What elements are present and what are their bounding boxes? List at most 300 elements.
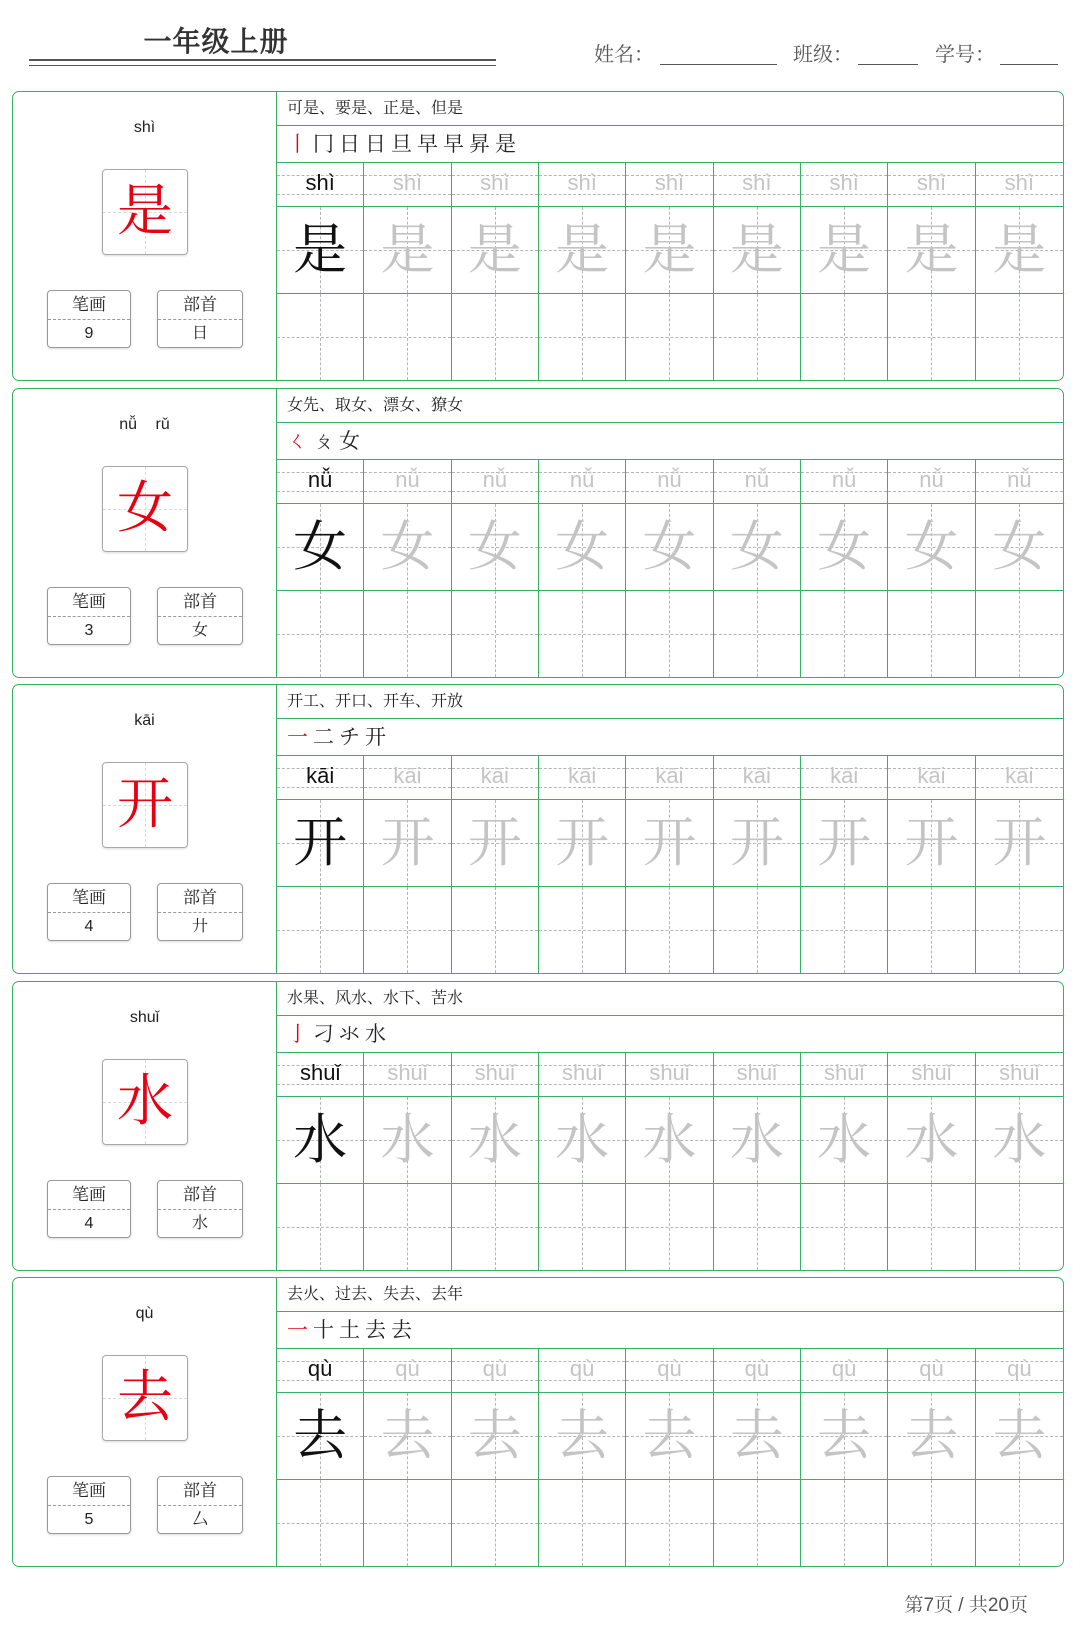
pinyin-trace-text: nǚ [395, 467, 420, 492]
pinyin-model-text: nǚ [307, 467, 333, 492]
grid-guide-line [495, 1184, 496, 1270]
character-trace-text: 去 [467, 1404, 522, 1467]
stroke-order-step: 昇 [469, 132, 490, 156]
grid-guide-line [1019, 294, 1020, 380]
character-trace-text: 开 [817, 811, 872, 874]
grid-guide-line [931, 591, 932, 677]
character-trace-text: 水 [817, 1108, 872, 1171]
example-words: 开工、开口、开车、开放 [277, 685, 1063, 719]
character-trace-text: 水 [729, 1108, 784, 1171]
character-trace-text: 是 [467, 218, 522, 281]
example-words: 水果、风水、水下、苦水 [277, 982, 1063, 1016]
grid-guide-line [495, 1480, 496, 1566]
pinyin-trace-text: shuǐ [736, 1060, 777, 1085]
blank-writing-cell [801, 1480, 888, 1566]
stroke-order-row [277, 719, 1063, 756]
character-trace-text: 去 [729, 1404, 784, 1467]
character-model-cell [277, 504, 364, 590]
character-card [12, 91, 1064, 381]
radical-box [157, 587, 243, 645]
character-trace-cell [801, 504, 888, 590]
stroke-order-step: 十 [313, 1318, 334, 1342]
blank-writing-cell [714, 1184, 801, 1270]
character-trace-text: 女 [555, 515, 610, 578]
character-trace-text: 是 [642, 218, 697, 281]
stroke-count-box [47, 1180, 131, 1238]
character-trace-cell [626, 207, 713, 293]
pinyin-trace-text: shì [392, 170, 423, 195]
character-trace-text: 开 [380, 811, 435, 874]
blank-writing-cell [714, 887, 801, 973]
pinyin-trace-cell [888, 1053, 975, 1096]
stroke-count-box [47, 587, 131, 645]
character-trace-cell [452, 800, 539, 886]
pinyin-practice-row [277, 1053, 1063, 1097]
blank-writing-cell [976, 591, 1063, 677]
character-trace-text: 去 [992, 1404, 1047, 1467]
grid-guide-line [1019, 887, 1020, 973]
radical-box [157, 290, 243, 348]
blank-writing-cell [452, 294, 539, 380]
blank-writing-cell [714, 1480, 801, 1566]
pinyin-trace-cell [976, 1053, 1063, 1096]
stroke-order-step: 水 [365, 1022, 386, 1046]
character-practice-row [277, 1097, 1063, 1184]
character-trace-cell [539, 207, 626, 293]
pinyin-model-text: shuǐ [299, 1060, 341, 1085]
grid-guide-line [582, 1184, 583, 1270]
character-card [12, 981, 1064, 1271]
title-double-rule [29, 59, 496, 66]
grid-guide-line [407, 1480, 408, 1566]
radical-value: 日 [191, 325, 208, 342]
character-info-panel [13, 1278, 277, 1566]
stroke-order-step: 开 [365, 725, 386, 749]
pinyin-trace-cell [801, 1349, 888, 1392]
pinyin-trace-text: shì [829, 170, 859, 195]
blank-writing-cell [714, 591, 801, 677]
character-model-cell [277, 1097, 364, 1183]
stroke-count-value: 4 [84, 918, 94, 935]
student-id-blank-line [1000, 64, 1058, 65]
stroke-order-step: ㄆ [313, 429, 334, 453]
grid-guide-line [844, 1184, 845, 1270]
pinyin-trace-cell [626, 756, 713, 799]
grid-guide-line [1019, 1480, 1020, 1566]
character-trace-text: 开 [642, 811, 697, 874]
character-trace-cell [714, 800, 801, 886]
blank-writing-cell [364, 294, 451, 380]
pinyin-trace-cell [888, 1349, 975, 1392]
practice-grid [277, 389, 1063, 677]
pinyin-model-cell [277, 756, 364, 799]
character-trace-cell [888, 207, 975, 293]
character-pinyin: qù [135, 1305, 154, 1322]
pinyin-trace-text: shuǐ [999, 1060, 1040, 1085]
character-model-cell [277, 207, 364, 293]
blank-writing-cell [539, 887, 626, 973]
character-model-cell [277, 1393, 364, 1479]
blank-writing-row [277, 887, 1063, 973]
class-blank-line [858, 64, 918, 65]
stroke-count-box [47, 1476, 131, 1534]
radical-box [157, 1180, 243, 1238]
character-trace-cell [888, 800, 975, 886]
pinyin-trace-text: qù [744, 1356, 770, 1381]
character-trace-text: 是 [992, 218, 1047, 281]
featured-character-box [102, 1059, 188, 1145]
blank-writing-cell [626, 1480, 713, 1566]
grid-guide-line [757, 1184, 758, 1270]
radical-value: 厶 [191, 1511, 208, 1528]
featured-character-box [102, 169, 188, 255]
pinyin-trace-text: shì [480, 170, 510, 195]
character-trace-text: 开 [729, 811, 784, 874]
grid-guide-line [669, 1184, 670, 1270]
pinyin-trace-text: shì [654, 170, 685, 195]
grid-guide-line [844, 1480, 845, 1566]
example-words: 去火、过去、失去、去年 [277, 1278, 1063, 1312]
grid-guide-line [407, 1184, 408, 1270]
character-model-text: 开 [293, 811, 348, 874]
pinyin-trace-cell [714, 460, 801, 503]
pinyin-model-cell [277, 1349, 364, 1392]
character-trace-cell [539, 800, 626, 886]
grid-guide-line [1019, 1184, 1020, 1270]
pinyin-model-text: shì [305, 170, 335, 195]
character-pinyin: nǚ rǔ [119, 416, 170, 433]
radical-label: 部首 [158, 291, 242, 320]
pinyin-trace-cell [888, 756, 975, 799]
pinyin-trace-cell [364, 163, 451, 206]
blank-writing-cell [888, 591, 975, 677]
character-model-text: 是 [293, 218, 348, 281]
class-label: 班级： [793, 44, 853, 66]
pinyin-trace-text: kāi [568, 763, 597, 788]
stroke-order-row [277, 1312, 1063, 1349]
stroke-order-row [277, 423, 1063, 460]
stroke-order-step: 冂 [313, 132, 334, 156]
blank-writing-cell [539, 1480, 626, 1566]
grid-guide-line [320, 887, 321, 973]
character-trace-cell [364, 1393, 451, 1479]
pinyin-trace-text: nǚ [569, 467, 595, 492]
character-card [12, 684, 1064, 974]
radical-value: 廾 [191, 918, 208, 935]
blank-writing-row [277, 1480, 1063, 1566]
blank-writing-cell [364, 591, 451, 677]
grid-guide-line [582, 1480, 583, 1566]
blank-writing-cell [364, 1480, 451, 1566]
character-trace-cell [714, 1097, 801, 1183]
pinyin-trace-cell [626, 1349, 713, 1392]
character-trace-text: 开 [467, 811, 522, 874]
character-trace-cell [801, 1393, 888, 1479]
character-trace-cell [364, 207, 451, 293]
featured-character: 水 [117, 1069, 173, 1134]
character-info-panel [13, 92, 277, 380]
character-trace-cell [801, 800, 888, 886]
pinyin-trace-cell [626, 163, 713, 206]
pinyin-trace-cell [452, 1053, 539, 1096]
blank-writing-cell [452, 591, 539, 677]
grid-guide-line [844, 591, 845, 677]
stroke-order-step: 刁 [313, 1022, 334, 1046]
stroke-order-step: チ [339, 725, 360, 749]
blank-writing-cell [976, 1480, 1063, 1566]
grid-guide-line [757, 1480, 758, 1566]
character-trace-text: 女 [729, 515, 784, 578]
character-trace-text: 水 [467, 1108, 522, 1171]
grid-guide-line [407, 591, 408, 677]
character-pinyin: kāi [134, 712, 155, 729]
blank-writing-cell [626, 887, 713, 973]
blank-writing-cell [888, 887, 975, 973]
character-trace-text: 是 [904, 218, 959, 281]
radical-box [157, 883, 243, 941]
character-trace-cell [626, 1393, 713, 1479]
blank-writing-cell [976, 887, 1063, 973]
character-trace-cell [626, 504, 713, 590]
character-model-text: 水 [293, 1108, 348, 1171]
character-trace-cell [364, 1097, 451, 1183]
grid-guide-line [320, 1480, 321, 1566]
pinyin-trace-cell [364, 460, 451, 503]
stroke-order-step: 土 [339, 1318, 360, 1342]
character-model-text: 女 [293, 515, 348, 578]
character-trace-text: 去 [642, 1404, 697, 1467]
pinyin-trace-cell [626, 460, 713, 503]
featured-character: 是 [117, 179, 173, 244]
character-trace-text: 开 [904, 811, 959, 874]
pinyin-trace-text: shuǐ [823, 1060, 865, 1085]
pinyin-trace-cell [888, 460, 975, 503]
blank-writing-cell [452, 1480, 539, 1566]
blank-writing-cell [364, 887, 451, 973]
blank-writing-cell [801, 294, 888, 380]
stroke-order-row [277, 126, 1063, 163]
grid-guide-line [669, 294, 670, 380]
pinyin-trace-cell [976, 163, 1063, 206]
grid-guide-line [407, 294, 408, 380]
pinyin-trace-cell [539, 756, 626, 799]
stroke-count-value: 9 [84, 325, 94, 342]
example-words: 可是、要是、正是、但是 [277, 92, 1063, 126]
blank-writing-cell [277, 1184, 364, 1270]
character-trace-cell [888, 1097, 975, 1183]
stroke-order-step: 日 [365, 132, 386, 156]
pinyin-trace-cell [539, 163, 626, 206]
character-trace-text: 去 [817, 1404, 872, 1467]
stroke-order-step: 去 [365, 1318, 386, 1342]
pinyin-trace-text: nǚ [1007, 467, 1032, 492]
pinyin-practice-row [277, 1349, 1063, 1393]
practice-grid [277, 92, 1063, 380]
radical-box [157, 1476, 243, 1534]
character-trace-cell [888, 504, 975, 590]
pinyin-model-text: kāi [306, 763, 335, 788]
radical-value: 女 [191, 622, 208, 639]
pinyin-trace-cell [539, 460, 626, 503]
radical-label: 部首 [158, 588, 242, 617]
character-trace-text: 水 [555, 1108, 610, 1171]
character-trace-cell [714, 1393, 801, 1479]
pinyin-trace-text: shì [916, 170, 947, 195]
pinyin-trace-text: kāi [917, 763, 946, 788]
page-number: 第7页 / 共20页 [904, 1595, 1028, 1616]
character-trace-text: 开 [555, 811, 610, 874]
pinyin-trace-cell [888, 163, 975, 206]
character-trace-cell [452, 1097, 539, 1183]
grid-guide-line [495, 887, 496, 973]
character-card [12, 1277, 1064, 1567]
pinyin-model-text: qù [307, 1356, 333, 1381]
example-words: 女先、取女、漂女、獠女 [277, 389, 1063, 423]
pinyin-practice-row [277, 460, 1063, 504]
pinyin-trace-text: kāi [830, 763, 859, 788]
stroke-order-step: 是 [495, 132, 516, 156]
character-trace-text: 水 [380, 1108, 435, 1171]
character-trace-cell [539, 1097, 626, 1183]
stroke-count-label: 笔画 [48, 1477, 130, 1506]
pinyin-trace-text: nǚ [919, 467, 944, 492]
practice-grid [277, 982, 1063, 1270]
student-id-label: 学号： [935, 44, 995, 66]
pinyin-trace-text: kāi [393, 763, 422, 788]
character-trace-cell [888, 1393, 975, 1479]
stroke-order-step: 日 [339, 132, 360, 156]
blank-writing-cell [626, 294, 713, 380]
character-model-text: 去 [293, 1404, 348, 1467]
pinyin-trace-cell [714, 756, 801, 799]
grid-guide-line [669, 887, 670, 973]
blank-writing-cell [626, 591, 713, 677]
grid-guide-line [844, 887, 845, 973]
pinyin-model-cell [277, 163, 364, 206]
blank-writing-cell [539, 591, 626, 677]
character-trace-text: 水 [642, 1108, 697, 1171]
grid-guide-line [495, 294, 496, 380]
character-trace-text: 去 [904, 1404, 959, 1467]
character-trace-text: 女 [642, 515, 697, 578]
character-trace-cell [626, 800, 713, 886]
character-trace-text: 是 [817, 218, 872, 281]
stroke-order-step: 女 [339, 429, 360, 453]
stroke-order-row [277, 1016, 1063, 1053]
pinyin-trace-text: qù [657, 1356, 682, 1381]
character-practice-row [277, 1393, 1063, 1480]
character-trace-cell [452, 207, 539, 293]
blank-writing-cell [277, 294, 364, 380]
grid-guide-line [1019, 591, 1020, 677]
pinyin-trace-text: kāi [742, 763, 771, 788]
character-card [12, 388, 1064, 678]
grid-guide-line [320, 294, 321, 380]
character-trace-cell [976, 1393, 1063, 1479]
blank-writing-cell [452, 1184, 539, 1270]
blank-writing-cell [277, 591, 364, 677]
featured-character: 女 [117, 476, 173, 541]
pinyin-trace-text: nǚ [482, 467, 508, 492]
character-trace-cell [976, 207, 1063, 293]
blank-writing-cell [539, 1184, 626, 1270]
character-trace-cell [976, 1097, 1063, 1183]
character-trace-cell [364, 504, 451, 590]
pinyin-trace-text: kāi [655, 763, 684, 788]
character-info-panel [13, 389, 277, 677]
stroke-order-step: 旦 [391, 132, 412, 156]
character-practice-row [277, 800, 1063, 887]
character-trace-cell [976, 504, 1063, 590]
character-model-cell [277, 800, 364, 886]
stroke-order-step: 亅 [287, 1022, 308, 1046]
character-practice-row [277, 504, 1063, 591]
character-trace-cell [452, 504, 539, 590]
pinyin-practice-row [277, 163, 1063, 207]
grid-guide-line [582, 887, 583, 973]
stroke-order-step: 二 [313, 725, 334, 749]
blank-writing-cell [801, 1184, 888, 1270]
grid-guide-line [669, 1480, 670, 1566]
pinyin-trace-cell [539, 1349, 626, 1392]
character-trace-text: 女 [992, 515, 1047, 578]
pinyin-trace-cell [714, 163, 801, 206]
blank-writing-cell [801, 887, 888, 973]
stroke-count-label: 笔画 [48, 1181, 130, 1210]
stroke-count-label: 笔画 [48, 291, 130, 320]
grid-guide-line [931, 294, 932, 380]
blank-writing-cell [539, 294, 626, 380]
blank-writing-cell [801, 591, 888, 677]
character-trace-cell [539, 504, 626, 590]
blank-writing-cell [714, 294, 801, 380]
stroke-order-step: ㄑ [287, 429, 308, 453]
stroke-order-step: 去 [391, 1318, 412, 1342]
pinyin-trace-cell [976, 460, 1063, 503]
character-trace-cell [539, 1393, 626, 1479]
featured-character-box [102, 762, 188, 848]
pinyin-trace-cell [714, 1053, 801, 1096]
pinyin-trace-cell [626, 1053, 713, 1096]
pinyin-trace-text: qù [395, 1356, 420, 1381]
pinyin-trace-text: shì [742, 170, 772, 195]
featured-character-box [102, 1355, 188, 1441]
pinyin-trace-text: qù [569, 1356, 595, 1381]
stroke-count-box [47, 883, 131, 941]
stroke-count-value: 5 [84, 1511, 94, 1528]
featured-character: 去 [117, 1365, 173, 1430]
pinyin-trace-cell [539, 1053, 626, 1096]
pinyin-trace-text: kāi [480, 763, 509, 788]
pinyin-trace-text: qù [831, 1356, 857, 1381]
pinyin-trace-text: qù [1007, 1356, 1032, 1381]
radical-value: 水 [191, 1215, 208, 1232]
pinyin-trace-cell [452, 756, 539, 799]
stroke-order-step: 丨 [287, 132, 308, 156]
character-trace-text: 女 [904, 515, 959, 578]
grid-guide-line [407, 887, 408, 973]
character-trace-cell [801, 1097, 888, 1183]
pinyin-trace-cell [801, 756, 888, 799]
character-trace-text: 开 [992, 811, 1047, 874]
blank-writing-cell [888, 1480, 975, 1566]
blank-writing-cell [888, 1184, 975, 1270]
pinyin-trace-cell [364, 756, 451, 799]
character-trace-text: 女 [380, 515, 435, 578]
grid-guide-line [931, 1184, 932, 1270]
character-practice-row [277, 207, 1063, 294]
character-info-panel [13, 685, 277, 973]
